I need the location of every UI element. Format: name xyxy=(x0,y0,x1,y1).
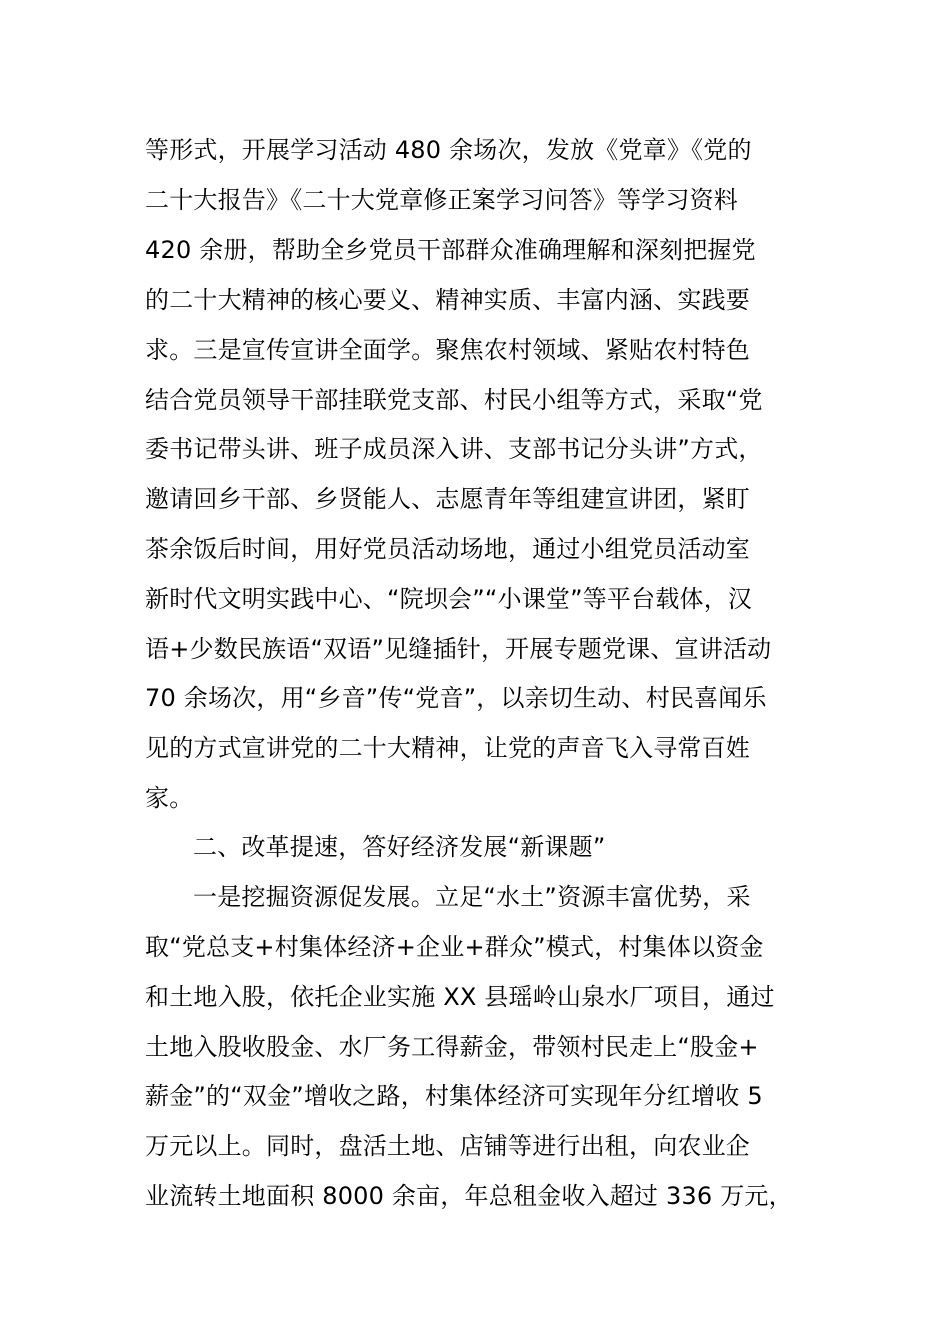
text-line: 取“党总支+村集体经济+企业+群众”模式，村集体以资金 xyxy=(145,933,764,961)
text-line: 委书记带头讲、班子成员深入讲、支部书记分头讲”方式， xyxy=(145,435,763,463)
text-line: 求。三是宣传宣讲全面学。聚焦农村领域、紧贴农村特色 xyxy=(145,336,750,364)
text-line: 土地入股收股金、水厂务工得薪金，带领村民走上“股金+ xyxy=(145,1033,759,1061)
text-line: 见的方式宣讲党的二十大精神，让党的声音飞入寻常百姓 xyxy=(145,734,750,762)
text-line: 茶余饭后时间，用好党员活动场地，通过小组党员活动室 xyxy=(145,535,750,563)
text-line: 新时代文明实践中心、“院坝会”“小课堂”等平台载体，汉 xyxy=(145,585,753,613)
text-line: 家。 xyxy=(145,784,194,812)
text-line: 420 余册，帮助全乡党员干部群众准确理解和深刻把握党 xyxy=(145,236,756,264)
text-line: 业流转土地面积 8000 余亩，年总租金收入超过 336 万元， xyxy=(145,1182,793,1210)
text-line: 一是挖掘资源促发展。立足“水土”资源丰富优势，采 xyxy=(193,883,751,911)
text-line: 邀请回乡干部、乡贤能人、志愿青年等组建宣讲团，紧盯 xyxy=(145,485,750,513)
text-line: 和土地入股，依托企业实施 XX 县瑶岭山泉水厂项目，通过 xyxy=(145,983,775,1011)
text-line: 70 余场次，用“乡音”传“党音”，以亲切生动、村民喜闻乐 xyxy=(145,684,767,712)
text-line: 语+少数民族语“双语”见缝插针，开展专题党课、宣讲活动 xyxy=(145,635,772,663)
text-line: 万元以上。同时，盘活土地、店铺等进行出租，向农业企 xyxy=(145,1132,750,1160)
section-heading: 二、改革提速，答好经济发展“新课题” xyxy=(193,833,606,861)
text-line: 等形式，开展学习活动 480 余场次，发放《党章》《党的 xyxy=(145,136,752,164)
text-line: 结合党员领导干部挂联党支部、村民小组等方式，采取“党 xyxy=(145,386,763,414)
text-line: 二十大报告》《二十大党章修正案学习问答》等学习资料 xyxy=(145,186,738,214)
text-line: 的二十大精神的核心要义、精神实质、丰富内涵、实践要 xyxy=(145,286,750,314)
text-line: 薪金”的“双金”增收之路，村集体经济可实现年分红增收 5 xyxy=(145,1082,763,1110)
